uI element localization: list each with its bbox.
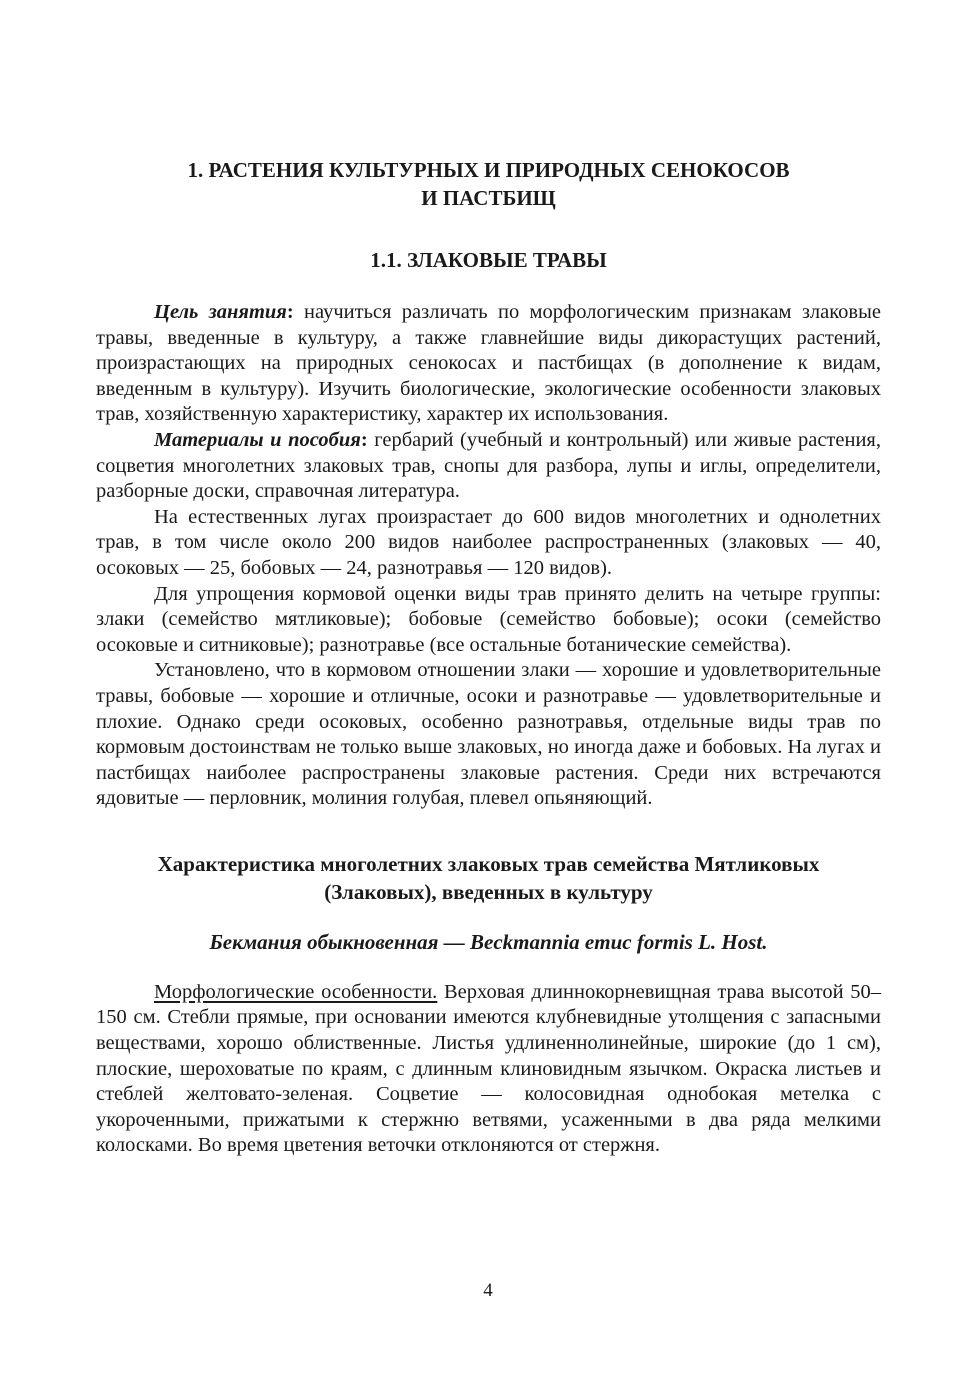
page-number: 4 — [483, 1280, 493, 1301]
morphology-label: Морфологические особенности. — [154, 980, 438, 1003]
materials-text: гербарий (учебный и контрольный) или живые растения, соцветия многолетних злаковых трав, снопы для разбора, лупы и иглы, определители, разборные доски, справочная литература. — [96, 428, 881, 503]
section-subheading: 1.1. ЗЛАКОВЫЕ ТРАВЫ — [370, 248, 607, 272]
feed-value-paragraph: Установлено, что в кормовом отношении злаки — хорошие и удовлетворительные травы, бобовые — хорошие и отличные, осоки и разнотравье — удовлетворительные и плохие. Однако среди осоковых, особенно разнотравья, отдельные виды трав по кормовым достоинствам не только выше злаковых, но иногда даже и бобовых. На лугах и пастбищах наиболее распространены злаковые растения. Среди них встречаются ядовитые — перловник, молиния голубая, плевел опьяняющий. — [96, 659, 881, 810]
goal-text: научиться различать по морфологическим признакам злаковые травы, введенные в культуру, а также главнейшие виды дикорастущих растений, произрастающих на природных сенокосах и пастбищах (в дополнение к видам, введенным в культуру). Изучить биологические, экологические особенности злаковых трав, хозяйственную характеристику, характер их использования. — [96, 301, 881, 426]
materials-paragraph — [96, 428, 881, 505]
morphology-paragraph — [96, 980, 881, 1159]
chapter-heading-line2: И ПАСТБИЩ — [421, 186, 556, 210]
meadow-species-paragraph: На естественных лугах произрастает до 600 видов многолетних и однолетних трав, в том числе около 200 видов наиболее распространенных (злаковых — 40, осоковых — 25, бобовых — 24, разнотравья — 120 видов). — [96, 505, 881, 579]
groups-paragraph: Для упрощения кормовой оценки виды трав принято делить на четыре группы: злаки (семейство мятликовые); бобовые (семейство бобовые); осоки (семейство осоковые и ситниковые); разнотравье (все остальные ботанические семейства). — [96, 582, 881, 656]
perennial-grasses-heading-line2: (Злаковых), введенных в культуру — [324, 879, 653, 904]
goal-paragraph — [96, 300, 881, 428]
morphology-text: Верховая длиннокорневищная трава высотой 50–150 см. Стебли прямые, при основании имеются клубневидные утолщения с запасными веществами, хорошо облиственные. Листья удлиненнолинейные, широкие (до 1 см), плоские, шероховатые по краям, с длинным клиновидным язычком. Окраска листьев и стеблей желтовато-зеленая. Соцветие — колосовидная однобокая метелка с укороченными, прижатыми к стержню ветвями, усаженными в два ряда мелкими колосками. Во время цветения веточки отклоняются от стержня. — [96, 980, 881, 1157]
perennial-grasses-heading — [96, 850, 881, 906]
species-description — [96, 980, 881, 1159]
perennial-grasses-heading-line1: Характеристика многолетних злаковых трав семейства Мятликовых — [157, 851, 820, 876]
intro-text — [96, 300, 881, 812]
chapter-heading — [96, 0, 881, 212]
goal-colon: : — [286, 301, 294, 323]
species-title: Бекмания обыкновенная — Beckmannia emuc formis L. Host. — [209, 929, 768, 954]
materials-colon: : — [360, 428, 368, 451]
goal-lead: Цель занятия — [154, 301, 287, 323]
materials-lead: Материалы и пособия — [154, 428, 361, 451]
chapter-heading-line1: 1. РАСТЕНИЯ КУЛЬТУРНЫХ И ПРИРОДНЫХ СЕНОКОСОВ — [187, 158, 790, 182]
